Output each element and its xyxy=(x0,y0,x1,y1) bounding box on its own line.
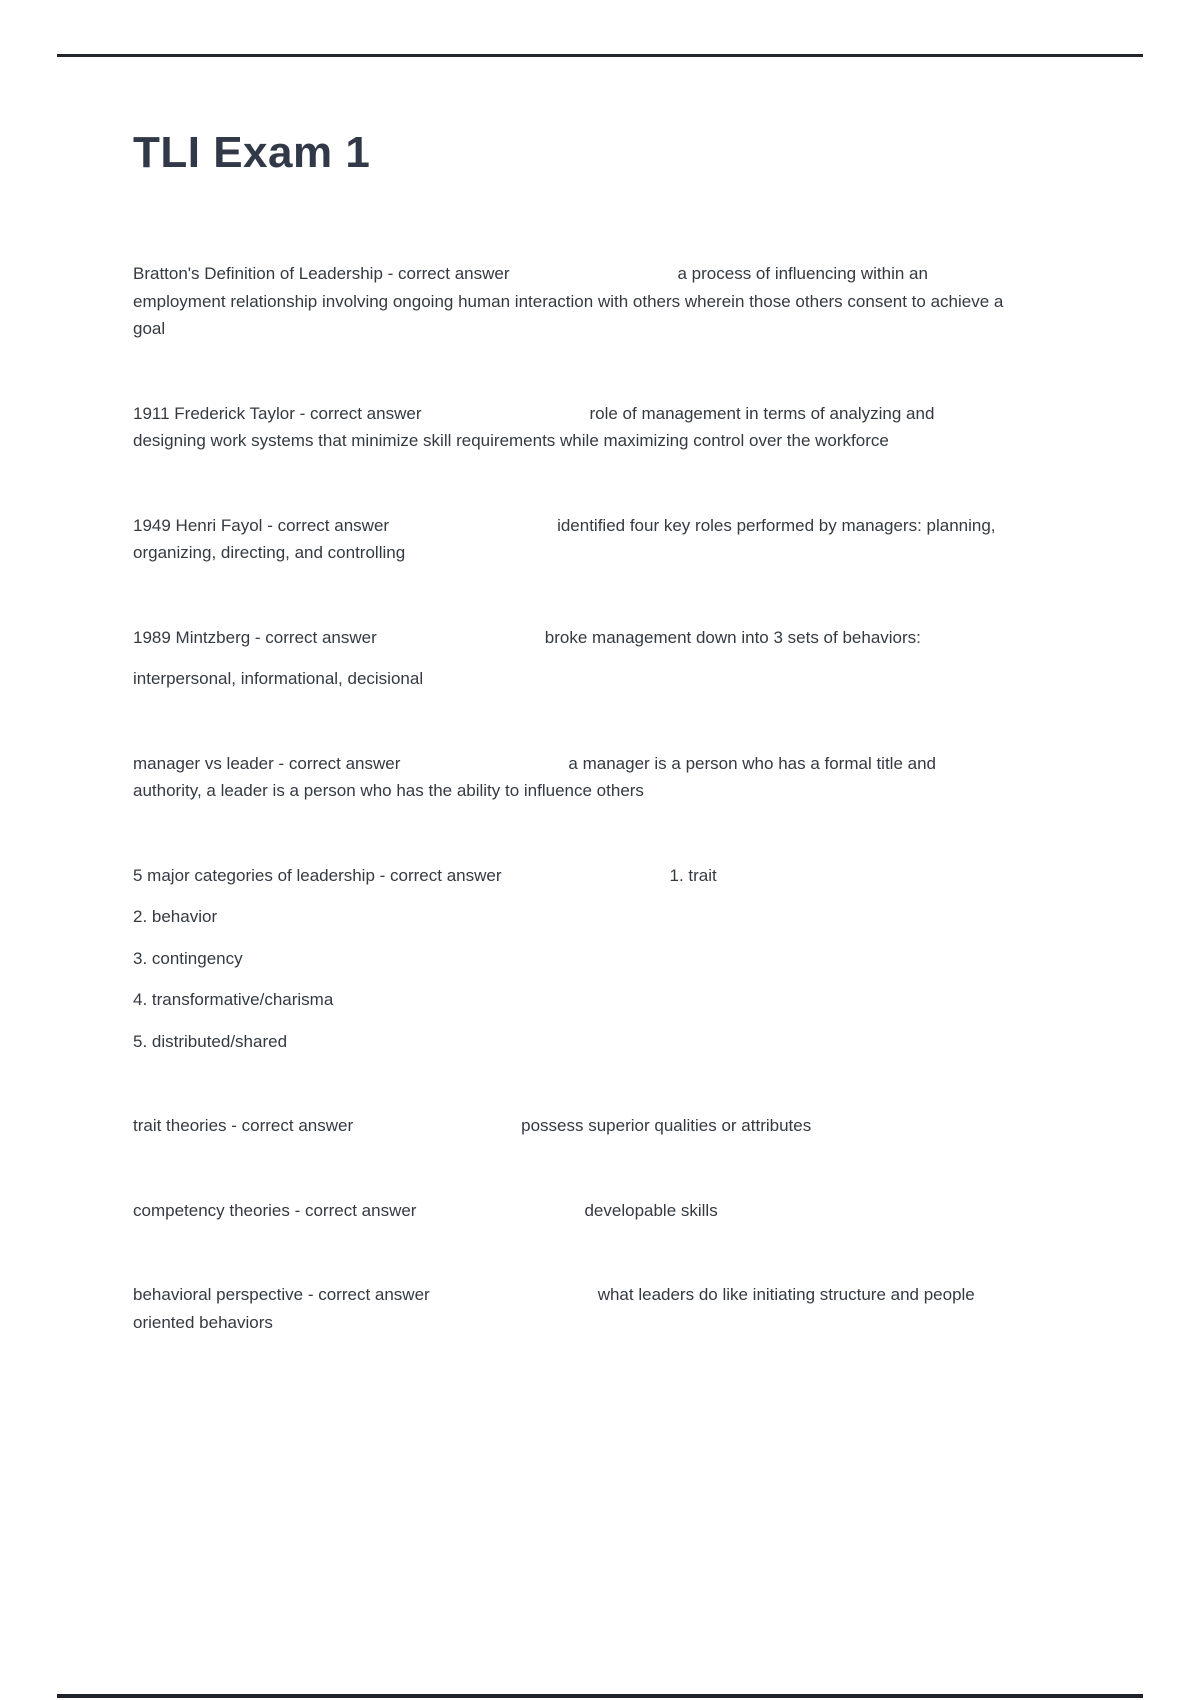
question-text: 1949 Henri Fayol xyxy=(133,515,263,535)
answer-gap xyxy=(416,1215,584,1216)
qa-card xyxy=(133,750,1005,805)
answer-gap xyxy=(377,642,545,643)
answer-text: 1. trait xyxy=(669,865,717,885)
answer-text: possess superior qualities or attributes xyxy=(521,1116,812,1135)
answer-paragraph: 3. contingency xyxy=(133,948,243,968)
answer-paragraph: 2. behavior xyxy=(133,907,218,926)
question-text: behavioral perspective xyxy=(133,1285,304,1304)
question-text: manager vs leader xyxy=(133,753,274,773)
qa-paragraph xyxy=(133,1197,1005,1225)
correct-answer-label: - correct answer xyxy=(289,1200,417,1220)
correct-answer-label: - correct answer xyxy=(273,753,401,773)
correct-answer-label: - correct answer xyxy=(294,403,422,423)
question-text: 5 major categories of leadership xyxy=(133,865,375,885)
answer-paragraph: interpersonal, informational, decisional xyxy=(133,669,424,688)
answer-paragraph: 4. transformative/charisma xyxy=(133,990,334,1009)
answer-text: broke management down into 3 sets of behaviors: xyxy=(544,627,921,647)
qa-paragraph xyxy=(133,862,1005,890)
correct-answer-label: - correct answer xyxy=(382,264,510,283)
answer-gap xyxy=(400,768,568,769)
qa-paragraph xyxy=(133,1112,1005,1140)
correct-answer-label: - correct answer xyxy=(262,515,390,535)
question-text: 1989 Mintzberg xyxy=(133,627,251,647)
top-horizontal-rule xyxy=(57,54,1143,57)
qa-paragraph xyxy=(133,750,1005,805)
answer-text: developable skills xyxy=(584,1200,718,1220)
qa-card xyxy=(133,400,1005,455)
answer-text: role of management in terms of analyzing and designing work systems that minimize skill requirements while maximizing control over the workforce xyxy=(133,403,935,450)
qa-card xyxy=(133,260,1005,343)
qa-paragraph xyxy=(133,400,1005,455)
correct-answer-label: - correct answer xyxy=(303,1285,430,1304)
answer-gap xyxy=(389,530,557,531)
question-text: trait theories xyxy=(133,1116,227,1135)
qa-card xyxy=(133,1281,1005,1336)
page-title: TLI Exam 1 xyxy=(133,128,371,177)
answer-text: a manager is a person who has a formal title and authority, a leader is a person who has the ability to influence others xyxy=(133,753,936,800)
qa-paragraph xyxy=(133,512,1005,567)
qa-card xyxy=(133,862,1005,1056)
qa-card xyxy=(133,1112,1005,1140)
correct-answer-label: - correct answer xyxy=(250,627,377,647)
answer-gap xyxy=(353,1130,521,1131)
question-text: 1911 Frederick Taylor xyxy=(133,403,295,423)
question-text: competency theories xyxy=(133,1200,290,1220)
correct-answer-label: - correct answer xyxy=(374,865,502,885)
answer-gap xyxy=(430,1299,598,1300)
qa-card xyxy=(133,1197,1005,1225)
bottom-horizontal-rule xyxy=(57,1694,1143,1698)
answer-text: identified four key roles performed by managers: planning, organizing, directing, and controlling xyxy=(133,515,996,562)
qa-paragraph xyxy=(133,1281,1005,1336)
answer-text: a process of influencing within an employment relationship involving ongoing human interaction with others wherein those others consent to achieve a goal xyxy=(133,264,1004,338)
qa-paragraph xyxy=(133,260,1005,343)
qa-list xyxy=(133,260,1005,1393)
answer-text: what leaders do like initiating structure and people oriented behaviors xyxy=(133,1285,975,1332)
correct-answer-label: - correct answer xyxy=(226,1116,354,1135)
qa-card xyxy=(133,624,1005,693)
answer-gap xyxy=(502,880,670,881)
answer-gap xyxy=(510,278,678,279)
qa-card xyxy=(133,512,1005,567)
answer-paragraph: 5. distributed/shared xyxy=(133,1031,288,1051)
answer-gap xyxy=(421,418,589,419)
question-text: Bratton's Definition of Leadership xyxy=(133,264,383,283)
qa-paragraph xyxy=(133,624,1005,652)
